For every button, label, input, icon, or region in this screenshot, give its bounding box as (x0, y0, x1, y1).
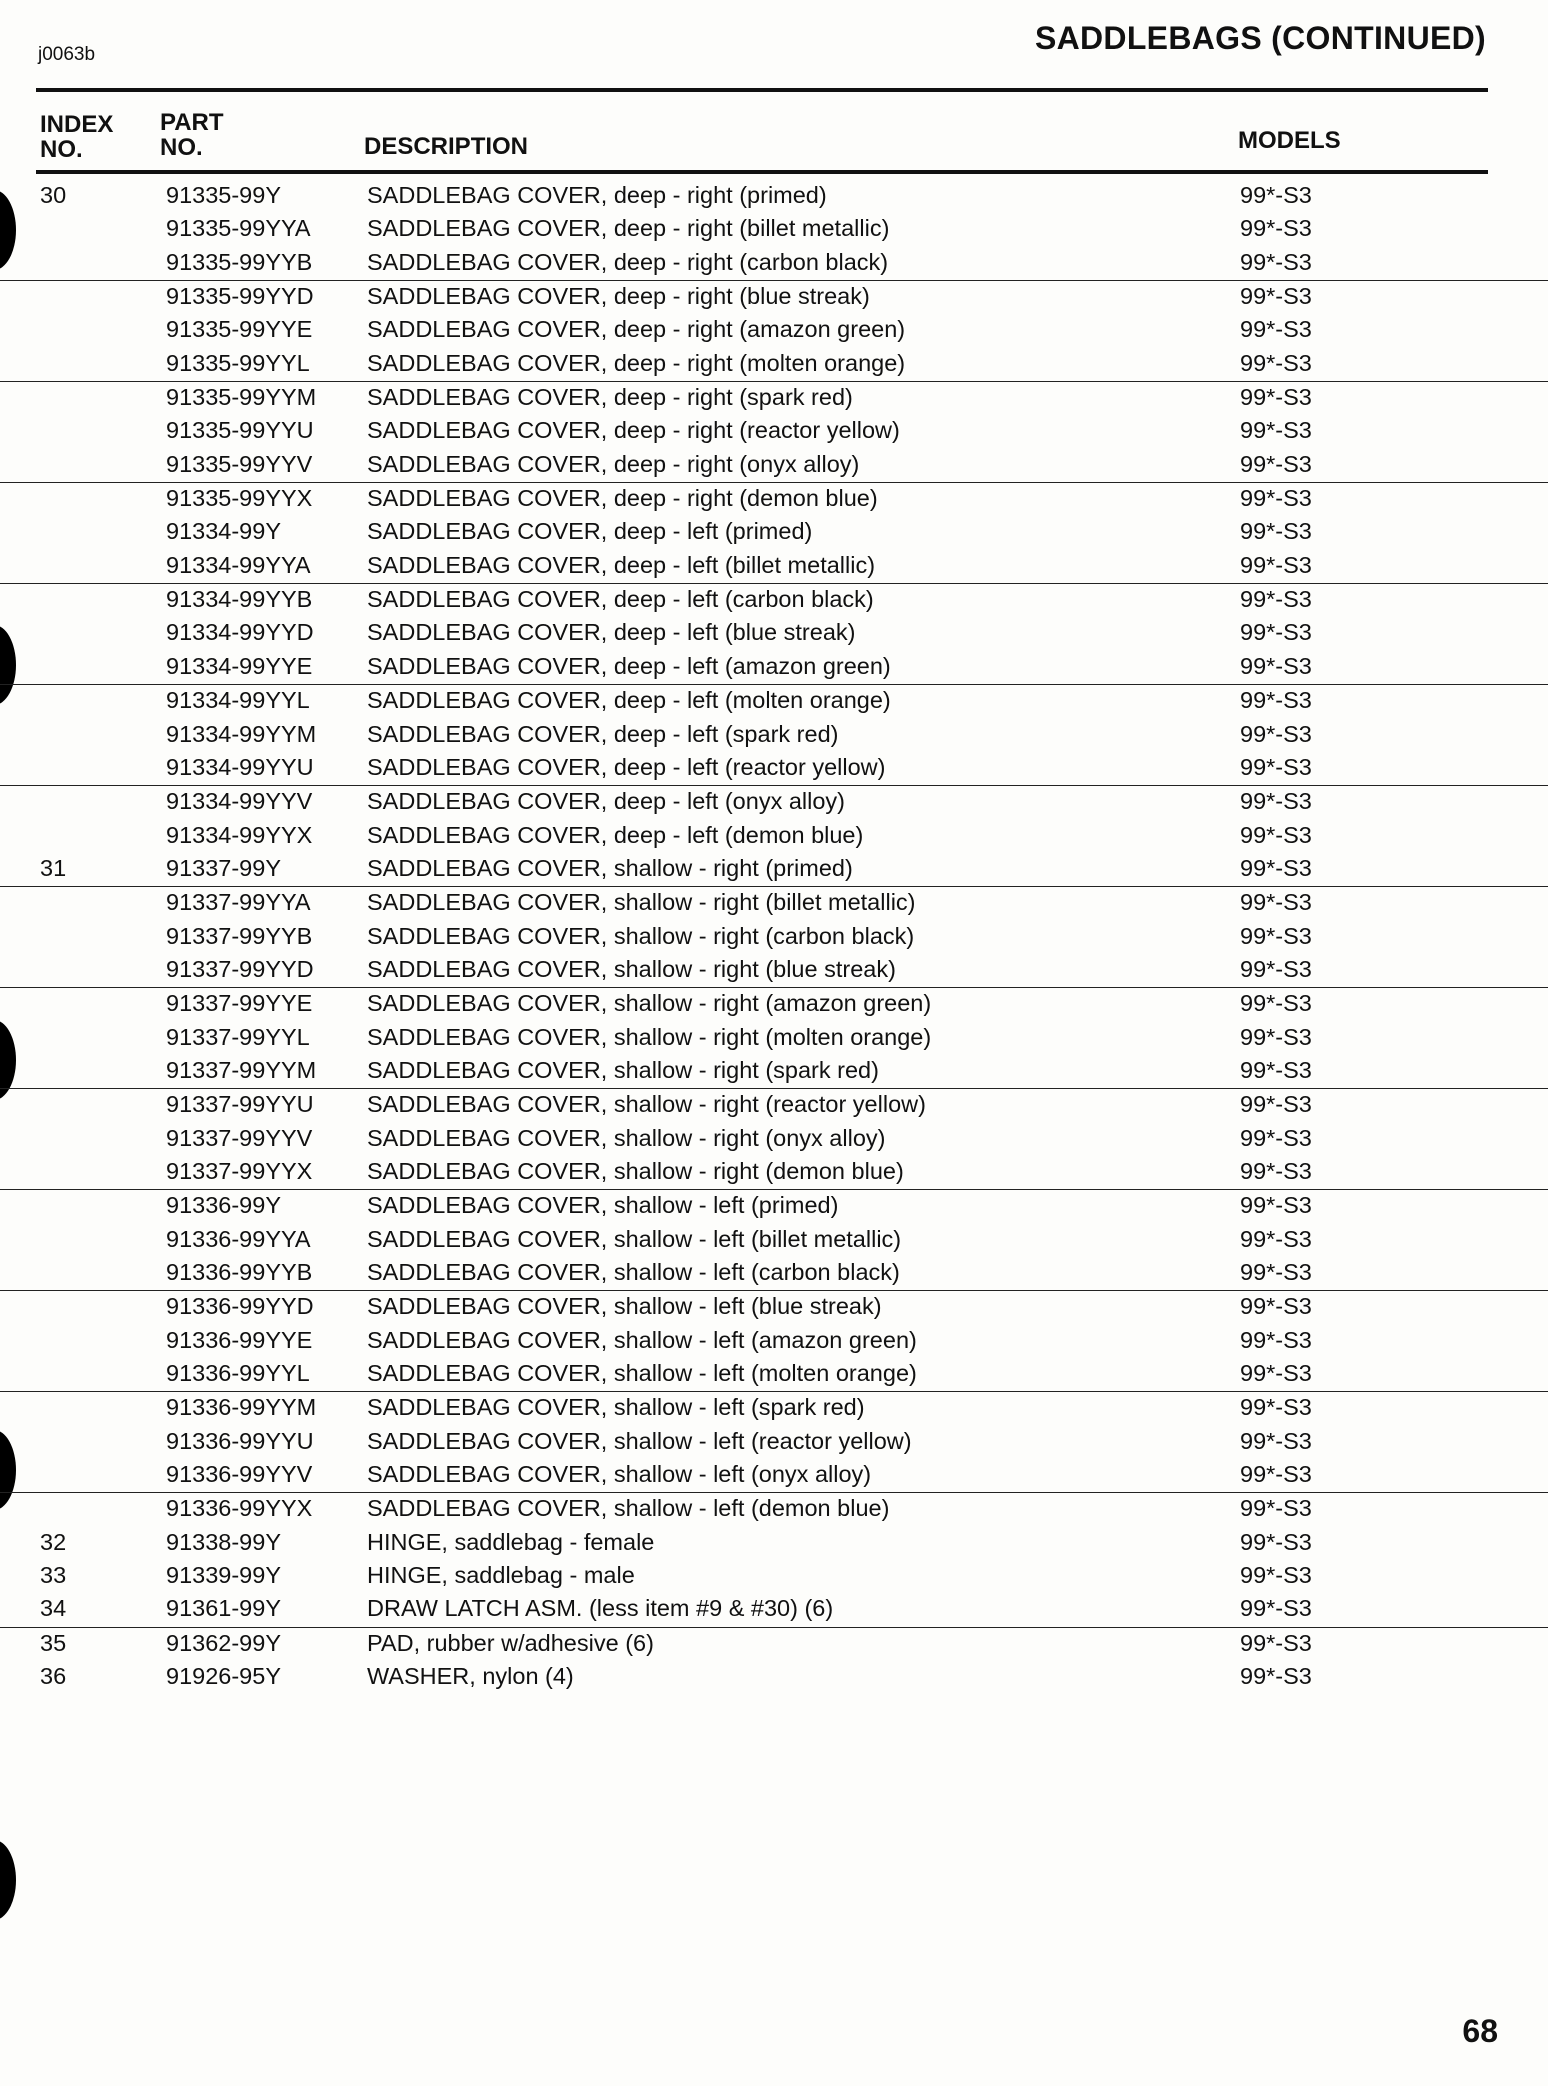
models-cell: 99*-S3 (1240, 586, 1312, 613)
models-cell: 99*-S3 (1240, 652, 1312, 679)
part-number-cell: 91335-99YYX (166, 485, 313, 512)
description-cell: SADDLEBAG COVER, deep - right (onyx alloy) (367, 450, 860, 477)
models-cell: 99*-S3 (1240, 551, 1312, 578)
description-cell: SADDLEBAG COVER, shallow - left (billet metallic) (367, 1225, 902, 1252)
models-cell: 99*-S3 (1240, 485, 1312, 512)
models-cell: 99*-S3 (1240, 1259, 1312, 1285)
description-cell: SADDLEBAG COVER, shallow - left (primed) (367, 1192, 839, 1219)
models-cell: 99*-S3 (1240, 1023, 1312, 1050)
description-cell: SADDLEBAG COVER, deep - right (billet metallic) (367, 215, 890, 242)
table-row (0, 247, 1548, 280)
models-cell: 99*-S3 (1240, 922, 1312, 949)
description-cell: PAD, rubber w/adhesive (6) (367, 1629, 654, 1656)
models-cell: 99*-S3 (1240, 753, 1312, 780)
column-header-models: MODELS (1238, 127, 1341, 154)
table-row (0, 516, 1548, 549)
description-cell: HINGE, saddlebag - female (367, 1528, 655, 1555)
part-number-cell: 91337-99YYX (166, 1157, 313, 1184)
table-row (0, 651, 1548, 684)
description-cell: WASHER, nylon (4) (367, 1663, 574, 1690)
table-row (0, 213, 1548, 246)
table-row (0, 550, 1548, 583)
models-cell: 99*-S3 (1240, 1595, 1312, 1622)
index-cell: 36 (40, 1663, 67, 1690)
table-row (0, 314, 1548, 347)
table-row (0, 583, 1548, 617)
part-number-cell: 91334-99YYM (166, 720, 317, 747)
index-cell: 31 (40, 854, 67, 881)
models-cell: 99*-S3 (1240, 955, 1312, 982)
models-cell: 99*-S3 (1240, 1461, 1312, 1488)
description-cell: SADDLEBAG COVER, shallow - right (spark red) (367, 1056, 879, 1083)
table-row (0, 617, 1548, 650)
description-cell: SADDLEBAG COVER, shallow - left (blue streak) (367, 1293, 882, 1320)
models-cell: 99*-S3 (1240, 1394, 1312, 1421)
part-number-cell: 91336-99YYE (166, 1326, 313, 1353)
part-number-cell: 91337-99YYV (166, 1124, 313, 1151)
table-row (0, 785, 1548, 819)
description-cell: SADDLEBAG COVER, shallow - right (amazon green) (367, 990, 932, 1017)
table-row (0, 482, 1548, 516)
models-cell: 99*-S3 (1240, 1056, 1312, 1083)
models-cell: 99*-S3 (1240, 1360, 1312, 1387)
models-cell: 99*-S3 (1240, 248, 1312, 275)
models-cell: 99*-S3 (1240, 619, 1312, 646)
part-number-cell: 91335-99YYV (166, 450, 313, 477)
models-cell: 99*-S3 (1240, 889, 1312, 916)
description-cell: SADDLEBAG COVER, shallow - right (billet metallic) (367, 889, 916, 916)
description-cell: SADDLEBAG COVER, deep - right (spark red) (367, 384, 853, 411)
part-number-cell: 91336-99YYA (166, 1225, 311, 1252)
models-cell: 99*-S3 (1240, 1157, 1312, 1184)
table-row (0, 1022, 1548, 1055)
models-cell: 99*-S3 (1240, 788, 1312, 815)
part-number-cell: 91336-99YYX (166, 1495, 313, 1522)
part-number-cell: 91336-99YYM (166, 1394, 317, 1421)
part-number-cell: 91335-99YYL (166, 349, 310, 376)
index-cell: 33 (40, 1562, 67, 1589)
part-number-cell: 91334-99YYE (166, 652, 313, 679)
models-cell: 99*-S3 (1240, 1225, 1312, 1252)
table-row (0, 719, 1548, 752)
description-cell: SADDLEBAG COVER, shallow - left (onyx alloy) (367, 1461, 872, 1488)
description-cell: SADDLEBAG COVER, deep - left (billet metallic) (367, 551, 876, 578)
models-cell: 99*-S3 (1240, 687, 1312, 714)
description-cell: SADDLEBAG COVER, shallow - left (carbon black) (367, 1259, 900, 1285)
part-number-cell: 91335-99YYU (166, 417, 314, 444)
part-number-cell: 91334-99YYA (166, 551, 311, 578)
table-row (0, 449, 1548, 482)
models-cell: 99*-S3 (1240, 283, 1312, 310)
description-cell: SADDLEBAG COVER, shallow - right (reactor yellow) (367, 1091, 926, 1118)
description-cell: SADDLEBAG COVER, deep - left (amazon green) (367, 652, 891, 679)
table-row (0, 180, 1548, 213)
description-cell: SADDLEBAG COVER, deep - right (demon blue) (367, 485, 878, 512)
models-cell: 99*-S3 (1240, 384, 1312, 411)
part-number-cell: 91337-99YYM (166, 1056, 317, 1083)
table-row (0, 280, 1548, 314)
models-cell: 99*-S3 (1240, 417, 1312, 444)
models-cell: 99*-S3 (1240, 316, 1312, 343)
models-cell: 99*-S3 (1240, 182, 1312, 208)
description-cell: SADDLEBAG COVER, shallow - right (carbon black) (367, 922, 915, 949)
description-cell: SADDLEBAG COVER, deep - left (demon blue) (367, 821, 864, 848)
description-cell: SADDLEBAG COVER, shallow - left (reactor yellow) (367, 1427, 912, 1454)
part-number-cell: 91337-99Y (166, 854, 281, 881)
table-row (0, 381, 1548, 415)
column-header-part: PART NO. (160, 109, 224, 161)
index-cell: 34 (40, 1595, 67, 1622)
part-number-cell: 91926-95Y (166, 1663, 281, 1690)
binder-hole (0, 1840, 16, 1920)
part-number-cell: 91337-99YYE (166, 990, 313, 1017)
models-cell: 99*-S3 (1240, 1293, 1312, 1320)
part-number-cell: 91334-99Y (166, 518, 281, 545)
part-number-cell: 91336-99YYU (166, 1427, 314, 1454)
table-row (0, 1560, 1548, 1593)
column-header-index: INDEX NO. (40, 111, 114, 163)
document-code: j0063b (38, 44, 96, 65)
description-cell: SADDLEBAG COVER, deep - right (amazon green) (367, 316, 906, 343)
part-number-cell: 91334-99YYB (166, 586, 313, 613)
description-cell: SADDLEBAG COVER, deep - left (onyx alloy) (367, 788, 846, 815)
table-row (0, 1391, 1548, 1425)
models-cell: 99*-S3 (1240, 1629, 1312, 1656)
description-cell: DRAW LATCH ASM. (less item #9 & #30) (6) (367, 1595, 834, 1622)
description-cell: SADDLEBAG COVER, deep - right (reactor yellow) (367, 417, 900, 444)
description-cell: SADDLEBAG COVER, deep - left (reactor yellow) (367, 753, 886, 780)
models-cell: 99*-S3 (1240, 215, 1312, 242)
table-row (0, 348, 1548, 381)
models-cell: 99*-S3 (1240, 518, 1312, 545)
part-number-cell: 91336-99YYB (166, 1259, 313, 1285)
table-row (0, 684, 1548, 718)
table-row (0, 1055, 1548, 1088)
part-number-cell: 91334-99YYV (166, 788, 313, 815)
models-cell: 99*-S3 (1240, 990, 1312, 1017)
table-row (0, 1224, 1548, 1257)
description-cell: SADDLEBAG COVER, shallow - right (onyx alloy) (367, 1124, 886, 1151)
description-cell: SADDLEBAG COVER, deep - right (primed) (367, 182, 827, 208)
description-cell: SADDLEBAG COVER, shallow - left (spark red) (367, 1394, 865, 1421)
part-number-cell: 91335-99YYA (166, 215, 311, 242)
column-header-description: DESCRIPTION (364, 133, 529, 160)
part-number-cell: 91337-99YYU (166, 1091, 314, 1118)
table-row (0, 1527, 1548, 1560)
table-row (0, 1426, 1548, 1459)
index-cell: 30 (40, 182, 67, 208)
models-cell: 99*-S3 (1240, 450, 1312, 477)
part-number-cell: 91337-99YYB (166, 922, 313, 949)
table-row (0, 415, 1548, 448)
table-row (0, 752, 1548, 785)
description-cell: SADDLEBAG COVER, deep - left (molten orange) (367, 687, 891, 714)
table-row (0, 1123, 1548, 1156)
page-number: 68 (1462, 2013, 1498, 2049)
page-title: SADDLEBAGS (CONTINUED) (1034, 20, 1486, 56)
table-row (0, 987, 1548, 1021)
table-row (0, 921, 1548, 954)
description-cell: SADDLEBAG COVER, shallow - right (blue streak) (367, 955, 896, 982)
column-header-rule (36, 170, 1488, 174)
models-cell: 99*-S3 (1240, 349, 1312, 376)
description-cell: SADDLEBAG COVER, deep - left (primed) (367, 518, 813, 545)
part-number-cell: 91335-99YYB (166, 248, 313, 275)
parts-table (0, 180, 1548, 1694)
part-number-cell: 91338-99Y (166, 1528, 281, 1555)
description-cell: SADDLEBAG COVER, deep - right (carbon black) (367, 248, 889, 275)
part-number-cell: 91336-99YYL (166, 1360, 310, 1387)
part-number-cell: 91361-99Y (166, 1595, 281, 1622)
part-number-cell: 91336-99YYV (166, 1461, 313, 1488)
part-number-cell: 91337-99YYA (166, 889, 311, 916)
part-number-cell: 91334-99YYX (166, 821, 313, 848)
models-cell: 99*-S3 (1240, 1427, 1312, 1454)
table-row (0, 1189, 1548, 1223)
index-cell: 35 (40, 1629, 67, 1656)
table-row (0, 1627, 1548, 1661)
description-cell: SADDLEBAG COVER, shallow - left (demon blue) (367, 1495, 890, 1522)
header-rule (36, 88, 1488, 92)
part-number-cell: 91362-99Y (166, 1629, 281, 1656)
table-row (0, 886, 1548, 920)
models-cell: 99*-S3 (1240, 1091, 1312, 1118)
models-cell: 99*-S3 (1240, 1124, 1312, 1151)
table-row (0, 954, 1548, 987)
models-cell: 99*-S3 (1240, 1663, 1312, 1690)
models-cell: 99*-S3 (1240, 1528, 1312, 1555)
part-number-cell: 91334-99YYL (166, 687, 310, 714)
table-row (0, 1358, 1548, 1391)
description-cell: SADDLEBAG COVER, shallow - right (primed) (367, 854, 853, 881)
part-number-cell: 91335-99YYM (166, 384, 317, 411)
table-row (0, 1661, 1548, 1694)
models-cell: 99*-S3 (1240, 1562, 1312, 1589)
models-cell: 99*-S3 (1240, 854, 1312, 881)
table-row (0, 1156, 1548, 1189)
models-cell: 99*-S3 (1240, 1192, 1312, 1219)
part-number-cell: 91339-99Y (166, 1562, 281, 1589)
part-number-cell: 91336-99Y (166, 1192, 281, 1219)
models-cell: 99*-S3 (1240, 821, 1312, 848)
part-number-cell: 91334-99YYD (166, 619, 314, 646)
models-cell: 99*-S3 (1240, 720, 1312, 747)
table-row (0, 1088, 1548, 1122)
part-number-cell: 91335-99YYE (166, 316, 313, 343)
models-cell: 99*-S3 (1240, 1495, 1312, 1522)
table-row (0, 1492, 1548, 1526)
description-cell: SADDLEBAG COVER, deep - right (blue streak) (367, 283, 870, 310)
table-row (0, 1325, 1548, 1358)
index-cell: 32 (40, 1528, 67, 1555)
part-number-cell: 91337-99YYL (166, 1023, 310, 1050)
table-row (0, 1290, 1548, 1324)
table-row (0, 820, 1548, 853)
part-number-cell: 91337-99YYD (166, 955, 314, 982)
models-cell: 99*-S3 (1240, 1326, 1312, 1353)
description-cell: SADDLEBAG COVER, shallow - left (molten orange) (367, 1360, 917, 1387)
part-number-cell: 91336-99YYD (166, 1293, 314, 1320)
table-row (0, 1593, 1548, 1626)
description-cell: SADDLEBAG COVER, deep - left (spark red) (367, 720, 839, 747)
part-number-cell: 91335-99Y (166, 182, 281, 208)
part-number-cell: 91335-99YYD (166, 283, 314, 310)
description-cell: HINGE, saddlebag - male (367, 1562, 635, 1589)
table-row (0, 1257, 1548, 1290)
part-number-cell: 91334-99YYU (166, 753, 314, 780)
table-row (0, 1459, 1548, 1492)
table-row (0, 853, 1548, 886)
description-cell: SADDLEBAG COVER, deep - left (carbon black) (367, 586, 874, 613)
description-cell: SADDLEBAG COVER, deep - right (molten orange) (367, 349, 906, 376)
description-cell: SADDLEBAG COVER, deep - left (blue streak) (367, 619, 856, 646)
description-cell: SADDLEBAG COVER, shallow - right (demon blue) (367, 1157, 904, 1184)
description-cell: SADDLEBAG COVER, shallow - right (molten orange) (367, 1023, 932, 1050)
description-cell: SADDLEBAG COVER, shallow - left (amazon green) (367, 1326, 917, 1353)
